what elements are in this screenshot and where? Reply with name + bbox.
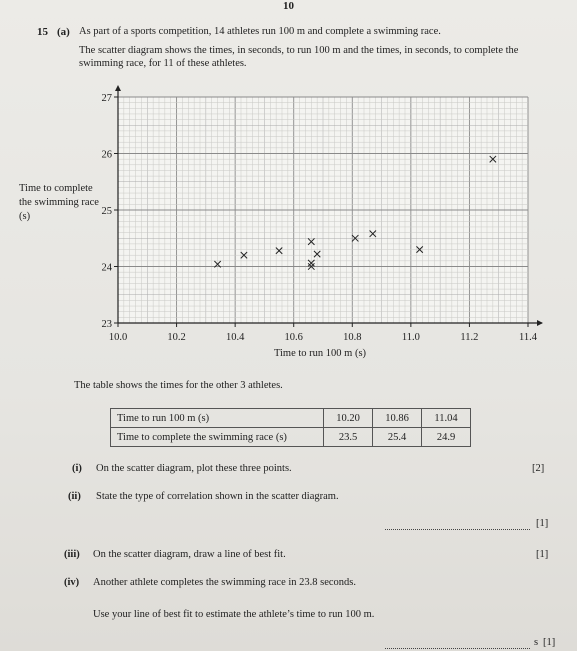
page-number: 10	[283, 0, 294, 12]
part-iv-marks: [1]	[543, 637, 556, 648]
table-cell: 10.86	[373, 409, 422, 428]
table-row	[111, 428, 471, 447]
x-tick-label: 10.4	[225, 332, 245, 343]
answer-line-iv[interactable]	[385, 638, 530, 649]
answer-line-ii[interactable]	[385, 519, 530, 530]
y-tick-label: 25	[101, 206, 112, 217]
part-iv-number: (iv)	[64, 577, 80, 588]
table-lead-text: The table shows the times for the other 3 athletes.	[74, 380, 283, 391]
part-i-number: (i)	[72, 463, 82, 474]
part-iv-unit: s	[534, 637, 539, 648]
part-i-text: On the scatter diagram, plot these three points.	[96, 463, 292, 474]
x-tick-label: 10.0	[108, 332, 128, 343]
x-tick-label: 10.2	[167, 332, 186, 343]
x-axis-arrow	[537, 320, 543, 326]
table-cell: 23.5	[324, 428, 373, 447]
x-tick-label: 11.4	[519, 332, 537, 343]
x-tick-label: 10.6	[284, 332, 303, 343]
chart-grid	[118, 97, 528, 323]
part-iii-marks: [1]	[536, 549, 549, 560]
part-ii-text: State the type of correlation shown in the scatter diagram.	[96, 491, 339, 502]
table-row	[111, 409, 471, 428]
part-iii-text: On the scatter diagram, draw a line of best fit.	[93, 549, 286, 560]
athlete-times-table	[110, 408, 471, 447]
part-iv-text: Another athlete completes the swimming race in 23.8 seconds.	[93, 577, 357, 588]
question-description: The scatter diagram shows the times, in seconds, to run 100 m and the times, in seconds, to complete the swimming race, for 11 of these athletes.	[79, 45, 519, 69]
y-axis-label: Time to complete the swimming race (s)	[19, 183, 99, 222]
y-tick-label: 27	[101, 93, 112, 104]
y-tick-label: 24	[101, 262, 112, 274]
x-tick-label: 11.2	[460, 332, 479, 343]
question-part: (a)	[57, 26, 70, 38]
row-label: Time to run 100 m (s)	[111, 409, 324, 428]
table-cell: 25.4	[373, 428, 422, 447]
y-tick-label: 23	[101, 319, 112, 330]
x-axis-label: Time to run 100 m (s)	[273, 348, 367, 359]
table-cell: 11.04	[422, 409, 471, 428]
table-cell: 24.9	[422, 428, 471, 447]
y-tick-label: 26	[101, 149, 112, 161]
x-tick-label: 11.0	[401, 332, 420, 343]
part-ii-number: (ii)	[68, 491, 81, 502]
question-number: 15	[37, 26, 48, 38]
part-iv-text-2: Use your line of best fit to estimate the athlete’s time to run 100 m.	[93, 609, 375, 620]
part-i-marks: [2]	[532, 463, 545, 474]
row-label: Time to complete the swimming race (s)	[111, 428, 324, 447]
question-intro: As part of a sports competition, 14 athletes run 100 m and complete a swimming race.	[79, 26, 441, 37]
y-axis-arrow	[115, 85, 121, 91]
part-iii-number: (iii)	[64, 549, 80, 560]
part-ii-marks: [1]	[536, 518, 549, 529]
x-tick-label: 10.8	[343, 332, 362, 343]
table-cell: 10.20	[324, 409, 373, 428]
